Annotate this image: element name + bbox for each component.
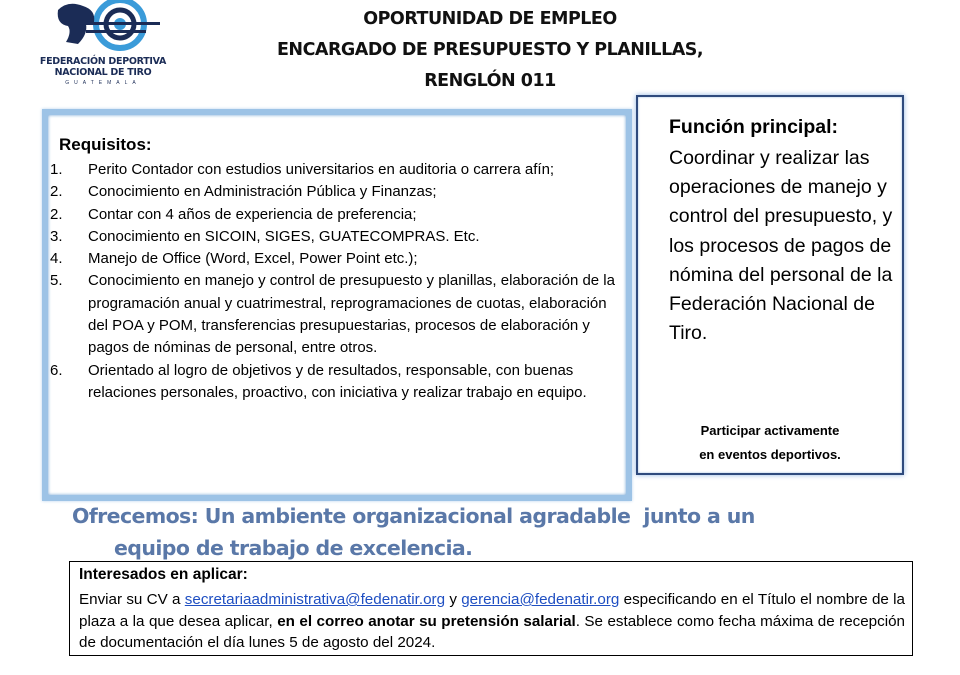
- apply-text-c: especificando en el Título el nombre de la plaza a la que desea aplicar,: [79, 591, 905, 630]
- item-text: Perito Contador con estudios universitarios en auditoria o carrera afín;: [88, 161, 555, 178]
- list-item: [50, 360, 628, 405]
- note-line-2: en eventos deportivos.: [699, 447, 841, 462]
- list-item: [50, 270, 628, 359]
- logo-line-1: FEDERACIÓN DEPORTIVA: [39, 56, 167, 67]
- title-line-2: ENCARGADO DE PRESUPUESTO Y PLANILLAS,: [276, 40, 704, 60]
- item-number: 5.: [50, 272, 63, 290]
- list-item: [50, 248, 628, 270]
- salary-requirement-note: en el correo anotar su pretensión salarial: [277, 612, 576, 630]
- main-function-box: [636, 95, 904, 475]
- federation-logo: [38, 0, 168, 92]
- item-number: 2.: [50, 205, 63, 223]
- list-item: [50, 226, 628, 248]
- item-number: 3.: [50, 227, 63, 245]
- requirements-box: [42, 109, 632, 501]
- item-text: Manejo de Office (Word, Excel, Power Point etc.);: [88, 250, 418, 268]
- list-item: [50, 159, 628, 181]
- email-link-gerencia[interactable]: gerencia@fedenatir.org: [461, 591, 620, 608]
- title-line-1: OPORTUNIDAD DE EMPLEO: [363, 9, 617, 29]
- item-number: 4.: [50, 250, 63, 268]
- function-description: Coordinar y realizar las operaciones de manejo y control del presupuesto, y los procesos de pagos de nómina del personal de la Federación Nacional de Tiro.: [669, 147, 893, 345]
- item-number: 2.: [50, 183, 63, 201]
- apply-text-b: y: [445, 591, 462, 608]
- item-text: Conocimiento en Administración Pública y Finanzas;: [88, 183, 437, 201]
- item-text: Conocimiento en manejo y control de presupuesto y planillas, elaboración de la programación anual y cuatrimestral, reprogramaciones de cuotas, elaboración del POA y POM, transferencias presupuestarias, procesos de elaboración y pagos de nóminas de personal, entre otros.: [88, 272, 615, 357]
- apply-text-a: Enviar su CV a: [79, 591, 185, 608]
- list-item: [50, 204, 628, 226]
- application-instructions-box: [69, 561, 913, 656]
- item-number: 6.: [50, 361, 63, 379]
- apply-instructions: [79, 589, 905, 654]
- apply-deadline: . Se establece como fecha máxima de recepción de documentación el día lunes 5 de agosto del 2024.: [79, 612, 905, 651]
- page-title: [220, 4, 760, 97]
- note-line-1: Participar activamente: [700, 423, 840, 438]
- offer-statement: [72, 500, 872, 564]
- function-note: [638, 419, 902, 467]
- item-number: 1.: [50, 161, 63, 178]
- email-link-secretaria[interactable]: secretariaadministrativa@fedenatir.org: [184, 591, 446, 608]
- list-item: [50, 181, 628, 203]
- item-text: Conocimiento en SICOIN, SIGES, GUATECOMPRAS. Etc.: [88, 227, 480, 245]
- shooting-target-icon: [38, 0, 168, 56]
- logo-line-2: NACIONAL DE TIRO: [54, 67, 152, 78]
- offer-line-2: equipo de trabajo de excelencia.: [114, 536, 473, 560]
- requirements-title: Requisitos:: [59, 135, 152, 154]
- logo-line-3: GUATEMALA: [65, 80, 141, 86]
- item-text: Contar con 4 años de experiencia de preferencia;: [88, 205, 417, 223]
- requirements-list: [50, 159, 628, 404]
- apply-title: Interesados en aplicar:: [79, 566, 248, 583]
- title-line-3: RENGLÓN 011: [424, 71, 556, 91]
- function-heading: Función principal:: [669, 116, 838, 138]
- item-text: Orientado al logro de objetivos y de resultados, responsable, con buenas relaciones personales, proactivo, con iniciativa y realizar trabajo en equipo.: [88, 361, 587, 401]
- offer-line-1: Ofrecemos: Un ambiente organizacional agradable junto a un: [72, 504, 755, 528]
